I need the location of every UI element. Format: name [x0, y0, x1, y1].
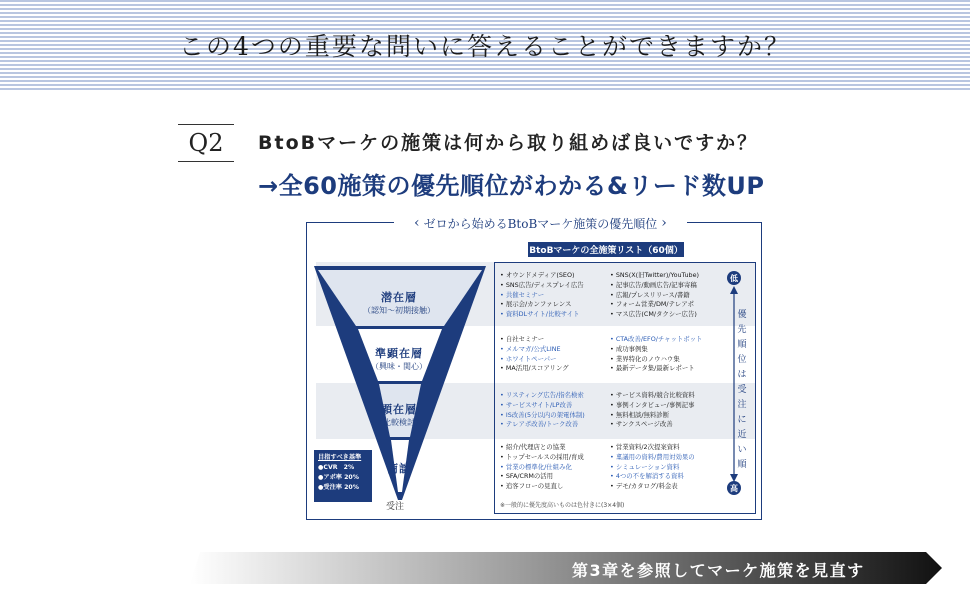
header-band: [0, 0, 970, 90]
measure-item: • サンクスページ改善: [610, 420, 695, 430]
layer-negotiation: 商談: [387, 462, 411, 475]
measure-column: [610, 271, 699, 320]
measure-item: • 自社セミナー: [500, 335, 569, 345]
measure-item: • 広報/プレスリリース/書籍: [610, 291, 699, 301]
measure-item: • 営業資料/2次提案資料: [610, 443, 695, 453]
measure-item: • サービス資料/競合比較資料: [610, 391, 695, 401]
measure-item: • MA活用/スコアリング: [500, 364, 569, 374]
measure-item: • 追客フローの見直し: [500, 482, 584, 492]
question-label: Q2: [178, 124, 234, 162]
measure-item: • 4つの不を解消する資料: [610, 472, 695, 482]
measure-column: [610, 335, 702, 374]
measure-item: • 紹介/代理店との協業: [500, 443, 584, 453]
measure-item: • シミュレーション資料: [610, 463, 695, 473]
measure-item: • 無料相談/無料診断: [610, 411, 695, 421]
measure-item: • 事例インタビュー/事例記事: [610, 401, 695, 411]
measure-column: [500, 271, 584, 320]
figure-note: ※一般的に優先度高いものは色付きに(3×4個): [500, 502, 625, 509]
layer-apparent: 顕在層 （比較検討）: [375, 403, 423, 427]
measure-item: • 成功事例集: [610, 345, 702, 355]
measure-item: • サービスサイト/LP改善: [500, 401, 585, 411]
chevron-right-icon: ›: [661, 215, 667, 231]
layer-latent: 潜在層 （認知〜初期接触）: [363, 291, 435, 315]
measure-column: [610, 391, 695, 430]
measure-item: • ホワイトペーパー: [500, 355, 569, 365]
measure-item: • IS改善(5分以内の架電体制): [500, 411, 585, 421]
measure-item: • テレアポ改善/トーク改善: [500, 420, 585, 430]
measure-item: • オウンドメディア(SEO): [500, 271, 584, 281]
kpi-box: 目指すべき基準 ●CVR 2% ●アポ率 20% ●受注率 20%: [314, 450, 372, 502]
measure-item: • SNS(X(旧Twitter)/YouTube): [610, 271, 699, 281]
priority-high-icon: 高: [727, 481, 741, 495]
measure-item: • 稟議用の資料/費用対効果の: [610, 453, 695, 463]
measure-item: • 業界特化のノウハウ集: [610, 355, 702, 365]
measure-item: • マス広告(CM/タクシー広告): [610, 310, 699, 320]
measure-column: [500, 443, 584, 492]
layer-semi-apparent: 準顕在層 （興味・関心）: [371, 347, 427, 371]
measure-list-title: BtoBマーケの全施策リスト（60個）: [528, 242, 684, 257]
priority-text: 優先順位は受注に近い順: [737, 310, 747, 470]
measure-item: • SFA/CRMの活用: [500, 472, 584, 482]
measure-column: [500, 391, 585, 430]
measure-item: • 展示会/カンファレンス: [500, 300, 584, 310]
question-text: BtoBマーケの施策は何から取り組めば良いですか？: [258, 132, 759, 154]
measure-item: • 営業の標準化/仕組み化: [500, 463, 584, 473]
header-title: この4つの重要な問いに答えることができますか？: [179, 32, 791, 61]
measure-item: • フォーム営業/DM/テレアポ: [610, 300, 699, 310]
chevron-left-icon: ‹: [414, 215, 420, 231]
measure-item: • トップセールスの採用/育成: [500, 453, 584, 463]
footer-text: 第3章を参照してマーケ施策を見直す: [572, 561, 865, 580]
figure-title: [394, 212, 687, 234]
measure-item: • 共催セミナー: [500, 291, 584, 301]
priority-low-icon: 低: [727, 271, 741, 285]
measure-item: • CTA改善/EFO/チャットボット: [610, 335, 702, 345]
measure-item: • 最新データ集/最新レポート: [610, 364, 702, 374]
measure-item: • SNS広告/ディスプレイ広告: [500, 281, 584, 291]
measure-column: [610, 443, 695, 492]
measure-item: • デモ/カタログ/料金表: [610, 482, 695, 492]
question-answer: →全60施策の優先順位がわかる&リード数UP: [258, 172, 765, 200]
measure-item: • リスティング広告/指名検索: [500, 391, 585, 401]
measure-column: [500, 335, 569, 374]
figure-title-text: ゼロから始めるBtoBマーケ施策の優先順位: [423, 216, 658, 231]
measure-item: • 記事広告/動画広告/記事寄稿: [610, 281, 699, 291]
measure-item: • メルマガ/公式LINE: [500, 345, 569, 355]
measure-item: • 資料DLサイト/比較サイト: [500, 310, 584, 320]
closing-label: 受注: [386, 502, 405, 512]
